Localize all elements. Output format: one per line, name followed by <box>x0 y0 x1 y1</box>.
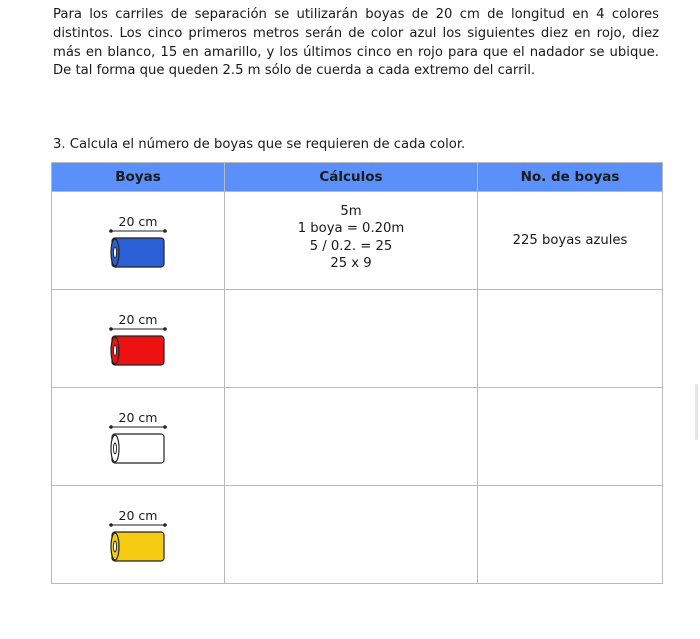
calc-line: 1 boya = 0.20m <box>297 221 405 236</box>
length-label: 20 cm <box>118 311 158 327</box>
calc-line: 5 / 0.2. = 25 <box>309 238 393 254</box>
result-cell <box>478 486 663 584</box>
page-edge-mark <box>695 384 698 440</box>
intro-paragraph: Para los carriles de separación se utilizarán boyas de 20 cm de longitud en 4 colores distintos. Los cinco primeros metros serán de color azul los siguientes diez en rojo, diez más en blanco, 15 en amarillo, y los últimos cinco en rojo para que el nadador se ubique. De tal forma que queden 2.5 m sólo de cuerda a cada extremo del carril. <box>53 7 659 79</box>
dimension-end-dot <box>109 425 113 429</box>
length-label: 20 cm <box>118 507 158 523</box>
calc-cell <box>225 192 478 290</box>
table-row <box>52 192 663 290</box>
buoy-body <box>112 238 164 267</box>
buoy-cell <box>52 192 225 290</box>
length-label: 20 cm <box>118 409 158 425</box>
calc-cell <box>225 388 478 486</box>
buoy-body <box>112 336 164 365</box>
length-label: 20 cm <box>118 213 158 229</box>
dimension-end-dot <box>163 327 167 331</box>
buoy-amarillo-icon <box>106 505 170 565</box>
calc-line: 5m <box>340 203 362 219</box>
buoy-azul-icon <box>106 211 170 271</box>
result-cell <box>478 290 663 388</box>
buoy-body <box>112 532 164 561</box>
buoy-cell <box>52 486 225 584</box>
buoy-blanco-icon <box>106 407 170 467</box>
buoys-table <box>51 162 663 584</box>
question-3: 3. Calcula el número de boyas que se requieren de cada color. <box>53 137 466 152</box>
calc-block <box>225 203 477 273</box>
buoy-cell <box>52 388 225 486</box>
buoy-hole <box>114 247 117 258</box>
result-cell <box>478 388 663 486</box>
table-row <box>52 290 663 388</box>
dimension-end-dot <box>109 523 113 527</box>
buoy-hole <box>114 345 117 356</box>
dimension-end-dot <box>109 229 113 233</box>
buoy-hole <box>114 443 117 454</box>
calc-cell <box>225 290 478 388</box>
header-no-boyas: No. de boyas <box>478 163 663 192</box>
buoy-hole <box>114 541 117 552</box>
dimension-end-dot <box>109 327 113 331</box>
header-calculos: Cálculos <box>225 163 478 192</box>
dimension-end-dot <box>163 523 167 527</box>
table-row <box>52 388 663 486</box>
result-cell: 225 boyas azules <box>478 192 663 290</box>
header-boyas: Boyas <box>52 163 225 192</box>
buoy-cell <box>52 290 225 388</box>
table-row <box>52 486 663 584</box>
calc-cell <box>225 486 478 584</box>
dimension-end-dot <box>163 425 167 429</box>
buoy-body <box>112 434 164 463</box>
dimension-end-dot <box>163 229 167 233</box>
calc-line: 25 x 9 <box>330 256 372 271</box>
buoy-rojo-icon <box>106 309 170 369</box>
table-header-row <box>52 163 663 192</box>
